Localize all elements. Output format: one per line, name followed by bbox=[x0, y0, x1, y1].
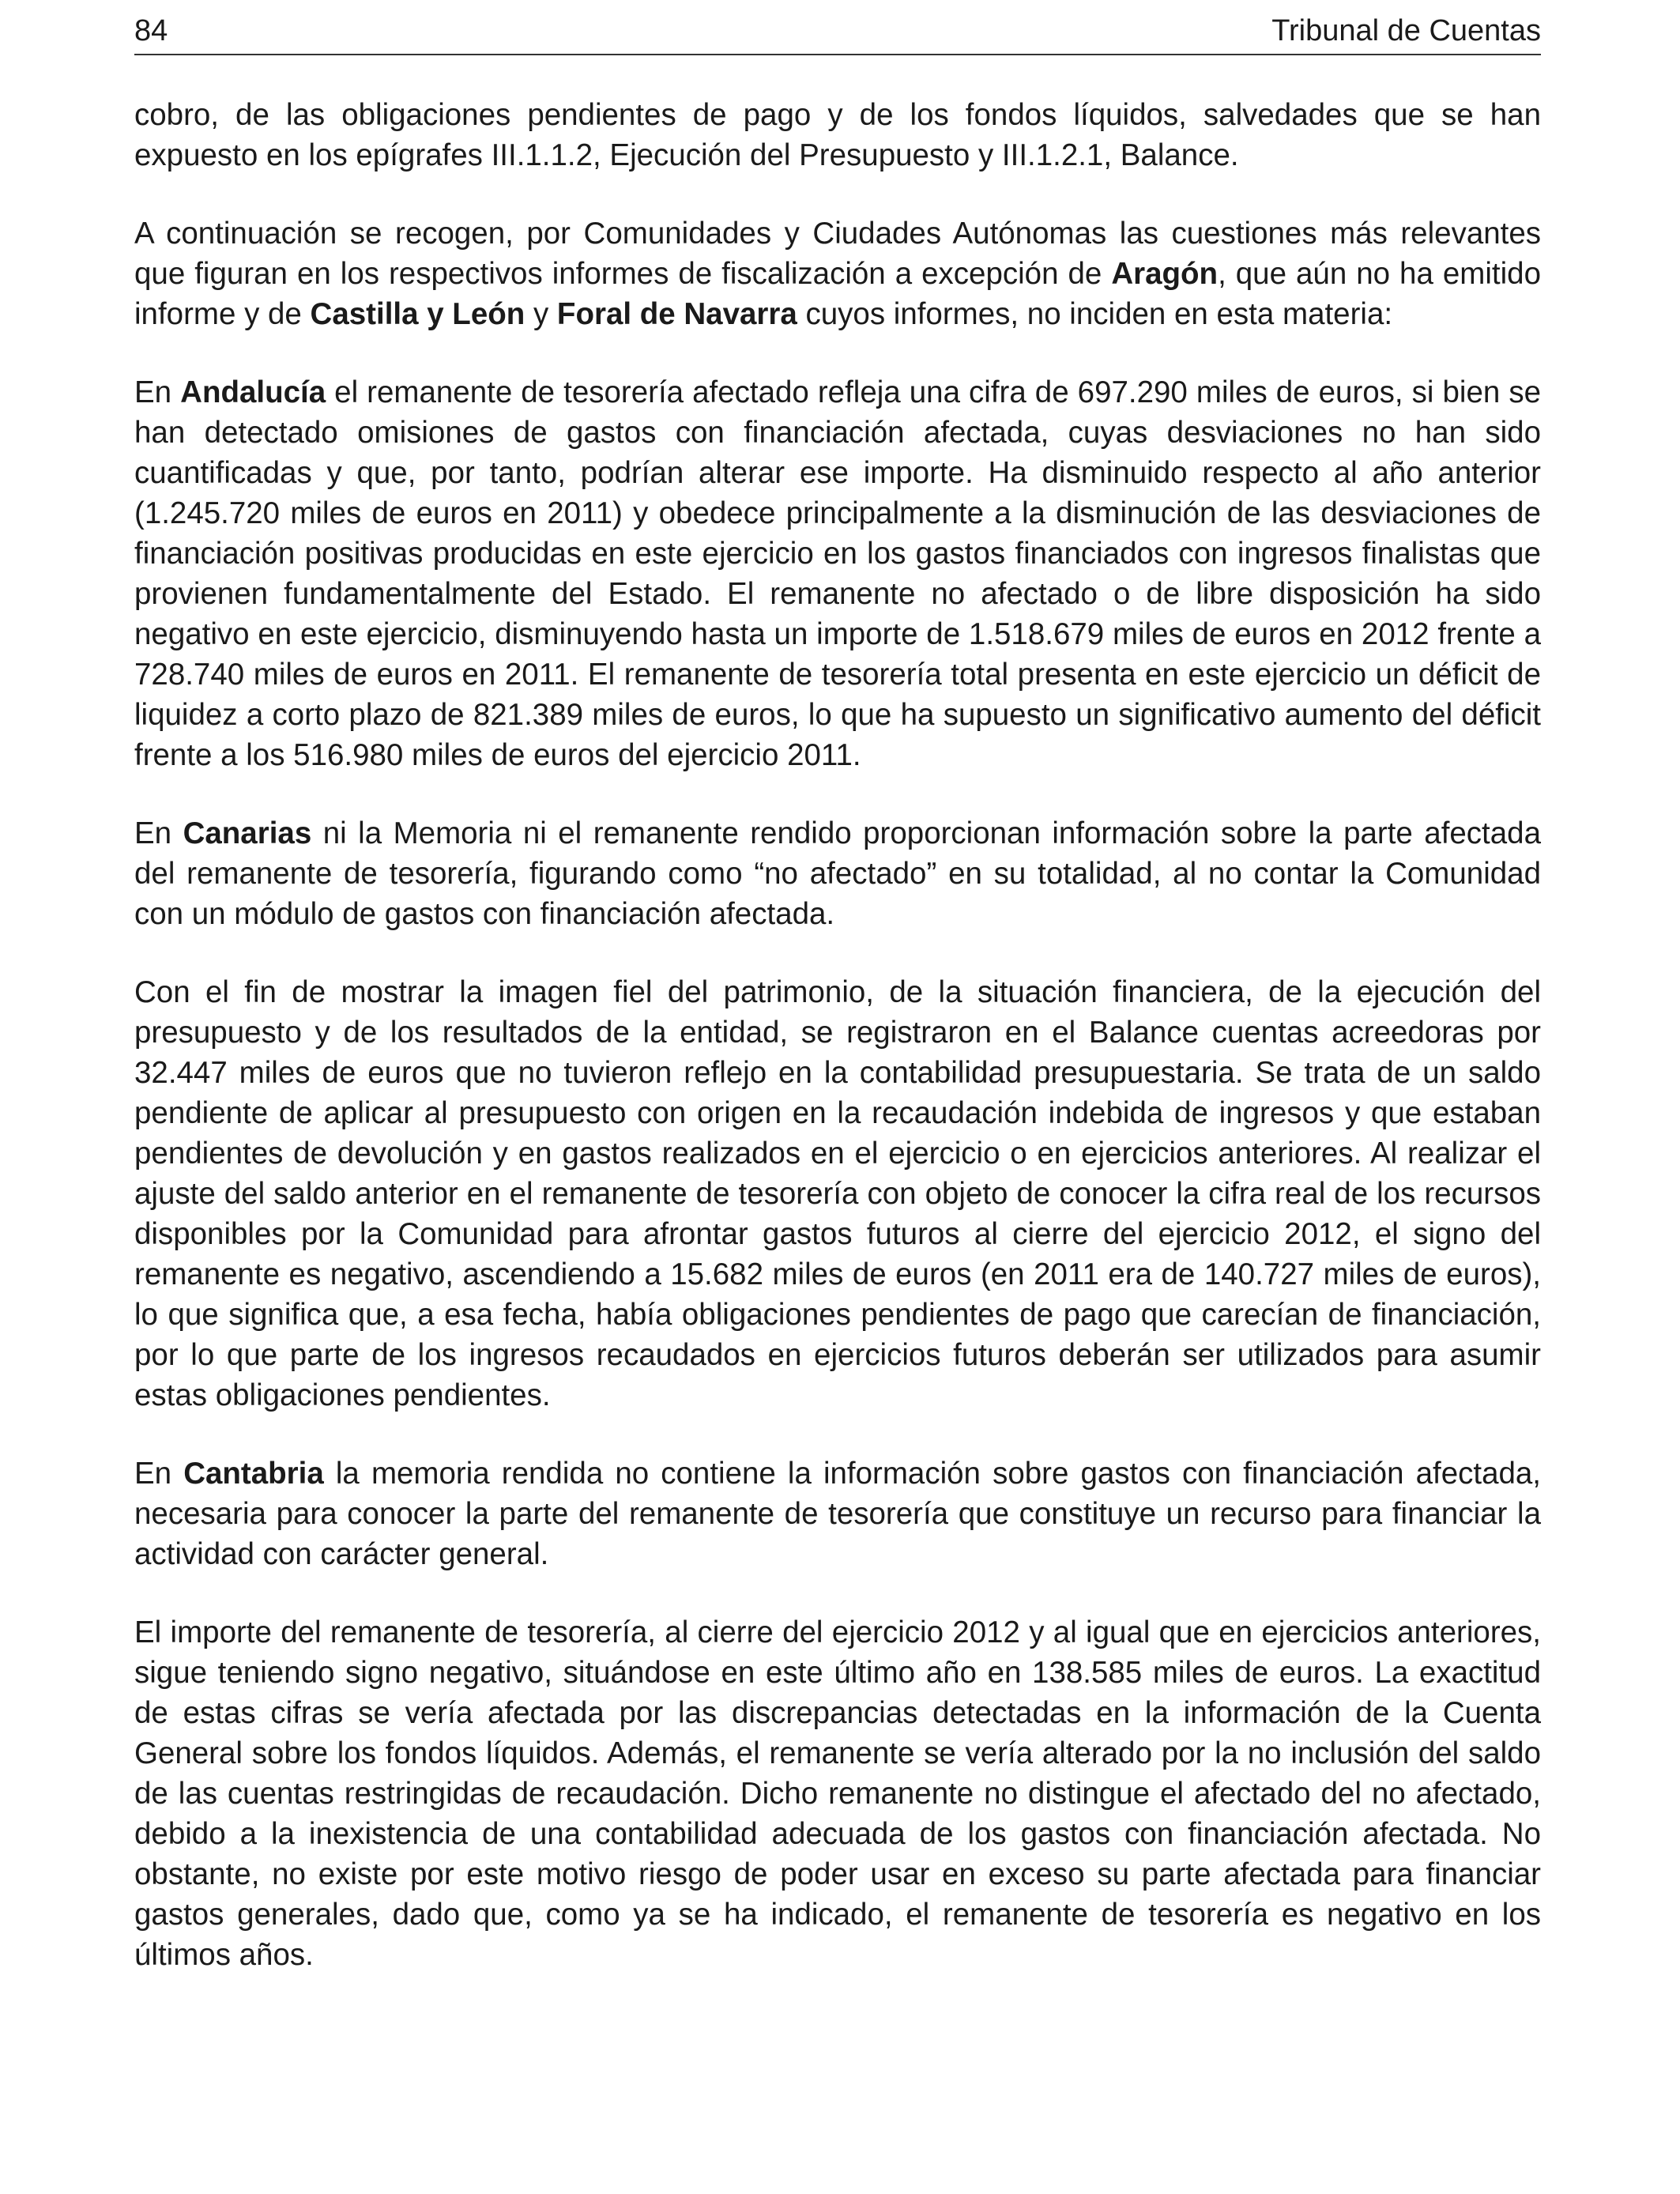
text-run: la memoria rendida no contiene la información sobre gastos con financiación afectada, necesaria para conocer la parte del remanente de tesorería que constituye un recurso para financiar la actividad con carácter general. bbox=[134, 1457, 1541, 1571]
text-run: En bbox=[134, 375, 181, 409]
document-body bbox=[134, 95, 1541, 2013]
text-run: ni la Memoria ni el remanente rendido proporcionan información sobre la parte afectada del remanente de tesorería, figurando como “no afectado” en su totalidad, al no contar la Comunidad con un módulo de gastos con financiación afectada. bbox=[134, 816, 1541, 931]
page-header bbox=[134, 11, 1541, 55]
region-name: Canarias bbox=[183, 816, 312, 850]
text-run: A continuación se recogen, por Comunidades y Ciudades Autónomas las cuestiones más relevantes que figuran en los respectivos informes de fiscalización a excepción de bbox=[134, 217, 1541, 291]
text-run: y bbox=[525, 297, 557, 331]
page-number: 84 bbox=[134, 14, 168, 47]
text-run: cuyos informes, no inciden en esta materia: bbox=[797, 297, 1393, 331]
region-name: Castilla y León bbox=[310, 297, 525, 331]
paragraph bbox=[134, 813, 1541, 934]
text-run: En bbox=[134, 1457, 184, 1491]
region-name: Cantabria bbox=[183, 1457, 324, 1491]
text-run: cobro, de las obligaciones pendientes de pago y de los fondos líquidos, salvedades que se han expuesto en los epígrafes III.1.1.2, Ejecución del Presupuesto y III.1.2.1, Balance. bbox=[134, 98, 1541, 172]
paragraph bbox=[134, 372, 1541, 775]
text-run: , que aún no ha emitido informe y de bbox=[134, 257, 1541, 331]
paragraph bbox=[134, 213, 1541, 334]
running-title: Tribunal de Cuentas bbox=[1271, 14, 1541, 47]
text-run: El importe del remanente de tesorería, al cierre del ejercicio 2012 y al igual que en ejercicios anteriores, sigue teniendo signo negativo, situándose en este último año en 138.585 miles de euros. La exactitud de estas cifras se vería afectada por las discrepancias detectadas en la información de la Cuenta General sobre los fondos líquidos. Además, el remanente se vería alterado por la no inclusión del saldo de las cuentas restringidas de recaudación. Dicho remanente no distingue el afectado del no afectado, debido a la inexistencia de una contabilidad adecuada de los gastos con financiación afectada. No obstante, no existe por este motivo riesgo de poder usar en exceso su parte afectada para financiar gastos generales, dado que, como ya se ha indicado, el remanente de tesorería es negativo en los últimos años. bbox=[134, 1615, 1541, 1972]
paragraph bbox=[134, 1612, 1541, 1975]
paragraph bbox=[134, 972, 1541, 1416]
paragraph bbox=[134, 95, 1541, 175]
text-run: En bbox=[134, 816, 183, 850]
text-run: el remanente de tesorería afectado refleja una cifra de 697.290 miles de euros, si bien se han detectado omisiones de gastos con financiación afectada, cuyas desviaciones no han sido cuantificadas y que, por tanto, podrían alterar ese importe. Ha disminuido respecto al año anterior (1.245.720 miles de euros en 2011) y obedece principalmente a la disminución de las desviaciones de financiación positivas producidas en este ejercicio en los gastos financiados con ingresos finalistas que provienen fundamentalmente del Estado. El remanente no afectado o de libre disposición ha sido negativo en este ejercicio, disminuyendo hasta un importe de 1.518.679 miles de euros en 2012 frente a 728.740 miles de euros en 2011. El remanente de tesorería total presenta en este ejercicio un déficit de liquidez a corto plazo de 821.389 miles de euros, lo que ha supuesto un significativo aumento del déficit frente a los 516.980 miles de euros del ejercicio 2011. bbox=[134, 375, 1541, 772]
region-name: Andalucía bbox=[180, 375, 326, 409]
region-name: Foral de Navarra bbox=[556, 297, 797, 331]
region-name: Aragón bbox=[1111, 257, 1219, 291]
paragraph bbox=[134, 1453, 1541, 1574]
text-run: Con el fin de mostrar la imagen fiel del patrimonio, de la situación financiera, de la ejecución del presupuesto y de los resultados de la entidad, se registraron en el Balance cuentas acreedoras por 32.447 miles de euros que no tuvieron reflejo en la contabilidad presupuestaria. Se trata de un saldo pendiente de aplicar al presupuesto con origen en la recaudación indebida de ingresos y que estaban pendientes de devolución y en gastos realizados en el ejercicio o en ejercicios anteriores. Al realizar el ajuste del saldo anterior en el remanente de tesorería con objeto de conocer la cifra real de los recursos disponibles por la Comunidad para afrontar gastos futuros al cierre del ejercicio 2012, el signo del remanente es negativo, ascendiendo a 15.682 miles de euros (en 2011 era de 140.727 miles de euros), lo que significa que, a esa fecha, había obligaciones pendientes de pago que carecían de financiación, por lo que parte de los ingresos recaudados en ejercicios futuros deberán ser utilizados para asumir estas obligaciones pendientes. bbox=[134, 975, 1541, 1412]
